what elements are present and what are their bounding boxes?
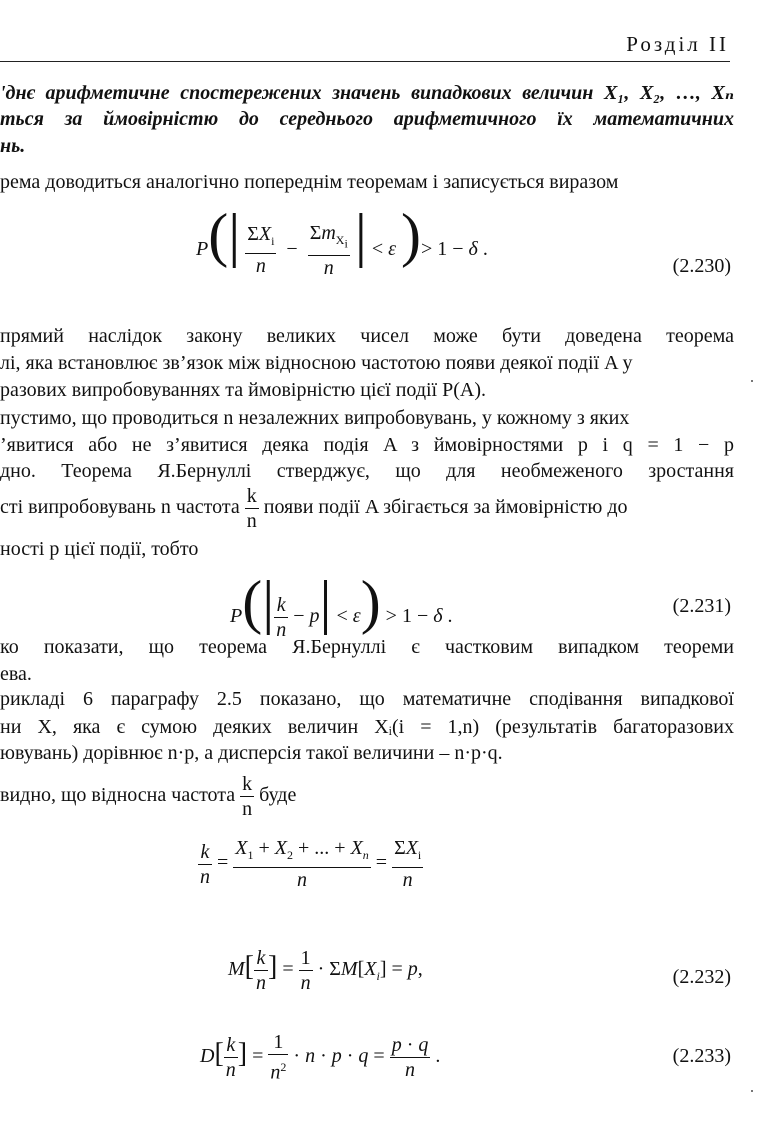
theorem-line-3: нь. [0, 135, 26, 157]
section-header: Розділ II [626, 32, 729, 56]
fraction-k-n: $\frac{k}{n}$ [246, 485, 257, 532]
text-segment: видно, що відносна частота [0, 784, 236, 807]
equation-2-233: D[ $\frac{k}{n}$ ] = $\frac{1}{n^2}$ · n · p · q = $\frac{p \cdot q}{n}$ . [200, 1031, 441, 1084]
equation-number: (2.230) [672, 255, 731, 277]
text-line: прямий наслідок закону великих чисел може бути доведена теорема [0, 325, 734, 347]
equation-2-231: P(| $\frac{k}{n}$ − p| < ε) > 1 − δ . [230, 569, 453, 641]
scan-speck [751, 380, 753, 382]
text-line: рикладі 6 параграфу 2.5 показано, що математичне сподівання випадкової [0, 688, 734, 710]
text-line: рема доводиться аналогічно попереднім теоремам і записується виразом [0, 171, 619, 193]
text-segment: сті випробовувань n частота [0, 496, 240, 519]
text-line: ни X, яка є сумою деяких величин Xᵢ(i = 1,n) (результатів багаторазових [0, 716, 734, 738]
equation-number: (2.233) [672, 1045, 731, 1067]
text-line: ності p цієї події, тобто [0, 538, 199, 560]
text-line: ева. [0, 663, 32, 685]
text-line: ’явитися або не з’явитися деяка подія A з ймовірностями p і q = 1 − p [0, 434, 734, 456]
equation-2-232: M[ $\frac{k}{n}$ ] = $\frac{1}{n}$ · $\Sigma M[X_i] = p$, [228, 947, 423, 994]
equation-number: (2.231) [672, 595, 731, 617]
equation-number: (2.232) [672, 966, 731, 988]
text-line: разових випробовуваннях та ймовірністю цієї події P(A). [0, 379, 486, 401]
text-line: ювувань) дорівнює n·p, а дисперсія такої величини – n·p·q. [0, 742, 503, 764]
text-line: лі, яка встановлює зв’язок між відносною частотою появи деякої події A у [0, 352, 633, 374]
text-line-with-fraction [0, 772, 296, 821]
header-rule [0, 61, 730, 62]
theorem-line-1: 'днє арифметичне спостережених значень випадкових величин X₁, X₂, …, Xₙ [0, 82, 734, 104]
text-line-with-fraction [0, 484, 628, 533]
text-segment: буде [259, 784, 297, 807]
equation-k-over-n: $\frac{k}{n}$ = $\frac{X_1 + X_2 + ... + X_n}{n}$ = $\frac{\Sigma X_i}{n}$ [200, 837, 422, 891]
theorem-line-2: ться за ймовірністю до середнього арифметичного їх математичних [0, 108, 734, 130]
equation-2-230: P(| $\frac{\Sigma X_i}{n}$ − $\frac{\Sigma m_{X_i}}{n}$ | < ε )> 1 − δ . [196, 202, 488, 280]
text-line: пустимо, що проводиться n незалежних випробовувань, у кожному з яких [0, 407, 630, 429]
scan-speck [751, 1090, 753, 1092]
text-segment: появи події A збігається за ймовірністю до [263, 496, 628, 519]
text-line: ко показати, що теорема Я.Бернуллі є частковим випадком теореми [0, 636, 734, 658]
text-line: дно. Теорема Я.Бернуллі стверджує, що для необмеженого зростання [0, 460, 734, 482]
fraction-k-n: $\frac{k}{n}$ [242, 773, 253, 820]
